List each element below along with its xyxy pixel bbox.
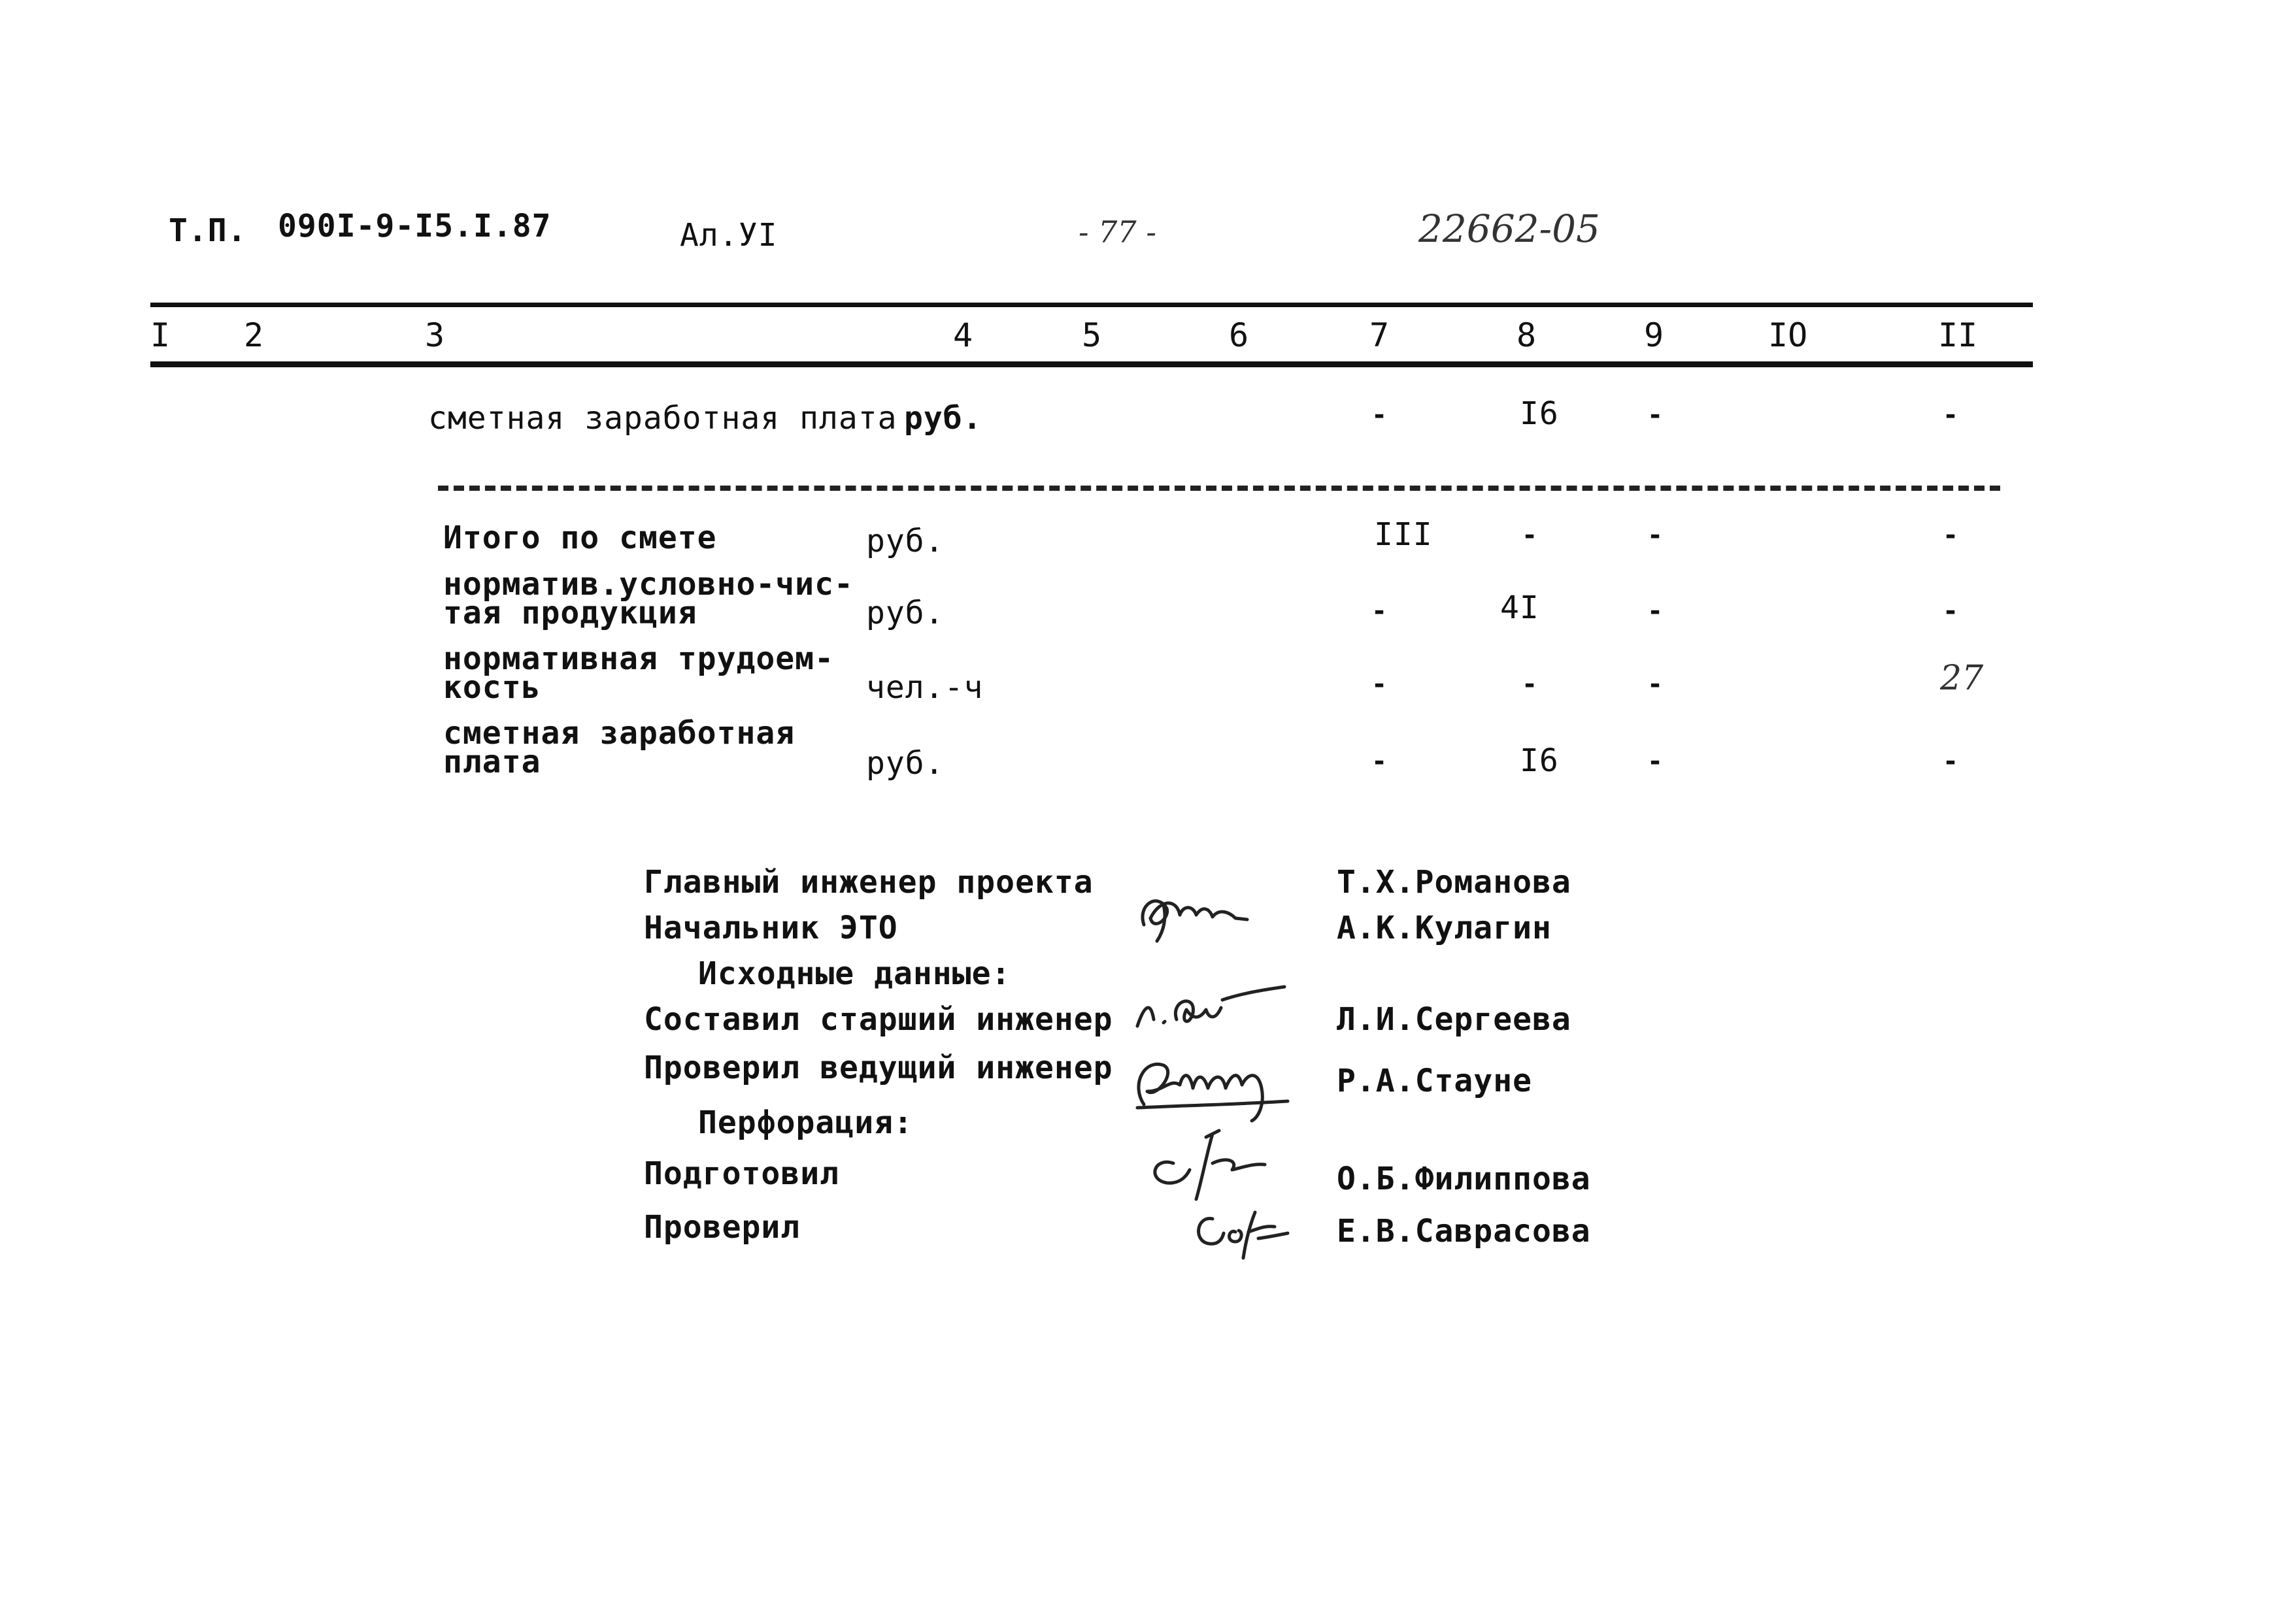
row-label-line1: норматив.условно-чис- [443, 566, 854, 603]
name-prepared-by: О.Б.Филиппова [1337, 1161, 1591, 1197]
col-header-4: 4 [953, 316, 973, 354]
col-header-9: 9 [1644, 316, 1664, 354]
col-header-2: 2 [244, 316, 264, 354]
role-compiled-by: Составил старший инженер [644, 1001, 1113, 1038]
row-col9: - [1647, 400, 1664, 430]
name-checked-by-lead: Р.А.Стауне [1337, 1063, 1532, 1099]
table-header-bottom-rule [150, 361, 2033, 367]
heading-source-data: Исходные данные: [698, 955, 1011, 992]
row-unit: чел.-ч [866, 669, 984, 706]
row-col7: - [1371, 669, 1388, 699]
row-col7: - [1371, 400, 1388, 430]
page-number: - 77 - [1079, 214, 1156, 250]
col-header-3: 3 [425, 316, 445, 354]
role-checked-by: Проверил [644, 1209, 801, 1246]
row-label-line2: тая продукция [443, 595, 697, 631]
row-label-line1: нормативная трудоем- [443, 640, 834, 677]
row-col11: - [1943, 400, 1959, 430]
row-col8: 4I [1500, 589, 1539, 626]
row-col11: 27 [1940, 659, 1984, 698]
col-header-11: II [1938, 316, 1978, 354]
row-unit: руб. [866, 523, 945, 559]
table-top-rule [150, 303, 2033, 307]
row-col8: - [1522, 520, 1538, 550]
row-col9: - [1647, 520, 1664, 550]
row-label-line1: сметная заработная [443, 715, 796, 752]
row-col11: - [1943, 596, 1959, 626]
row-col7: III [1374, 516, 1433, 553]
col-header-6: 6 [1229, 316, 1249, 354]
role-checked-by-lead: Проверил ведущий инженер [644, 1050, 1113, 1086]
row-col7: - [1371, 746, 1388, 776]
row-col9: - [1647, 746, 1664, 776]
row-label-line2: плата [443, 744, 541, 780]
row-col11: - [1943, 746, 1959, 776]
row-col8: I6 [1520, 742, 1559, 779]
col-header-8: 8 [1516, 316, 1537, 354]
signature-mark-checked-lead [1118, 1033, 1314, 1131]
role-prepared-by: Подготовил [644, 1155, 839, 1192]
col-header-10: IO [1768, 316, 1808, 354]
role-head-eto: Начальник ЭТО [644, 910, 898, 946]
row-col7: - [1371, 596, 1388, 626]
name-head-eto: А.К.Кулагин [1337, 910, 1552, 946]
row-label-line2: кость [443, 669, 541, 706]
col-header-1: I [150, 316, 171, 354]
signature-mark-head-eto [1131, 879, 1255, 951]
row-col8: I6 [1520, 395, 1559, 432]
row-label: Итого по смете [443, 520, 717, 556]
col-header-7: 7 [1369, 316, 1390, 354]
document-number: 22662-05 [1418, 207, 1600, 251]
row-col8: - [1522, 669, 1538, 699]
row-unit: руб. [866, 595, 945, 631]
role-chief-engineer: Главный инженер проекта [644, 864, 1094, 901]
row-col9: - [1647, 596, 1664, 626]
name-checked-by: Е.В.Саврасова [1337, 1213, 1591, 1250]
name-compiled-by: Л.И.Сергеева [1337, 1001, 1571, 1038]
heading-perforation: Перфорация: [698, 1104, 913, 1141]
row-unit: руб. [866, 745, 945, 782]
name-chief-engineer: Т.Х.Романова [1337, 864, 1571, 901]
project-code: 090I-9-I5.I.87 [278, 208, 552, 244]
signature-mark-checked [1183, 1193, 1301, 1265]
album-number: Ал.УI [680, 217, 778, 254]
row-unit: руб. [904, 400, 982, 437]
dashed-separator [438, 486, 2000, 491]
row-col11: - [1943, 520, 1959, 550]
row-col9: - [1647, 669, 1664, 699]
col-header-5: 5 [1082, 316, 1102, 354]
row-label: сметная заработная плата [428, 400, 897, 437]
header-prefix: Т.П. [169, 212, 247, 249]
